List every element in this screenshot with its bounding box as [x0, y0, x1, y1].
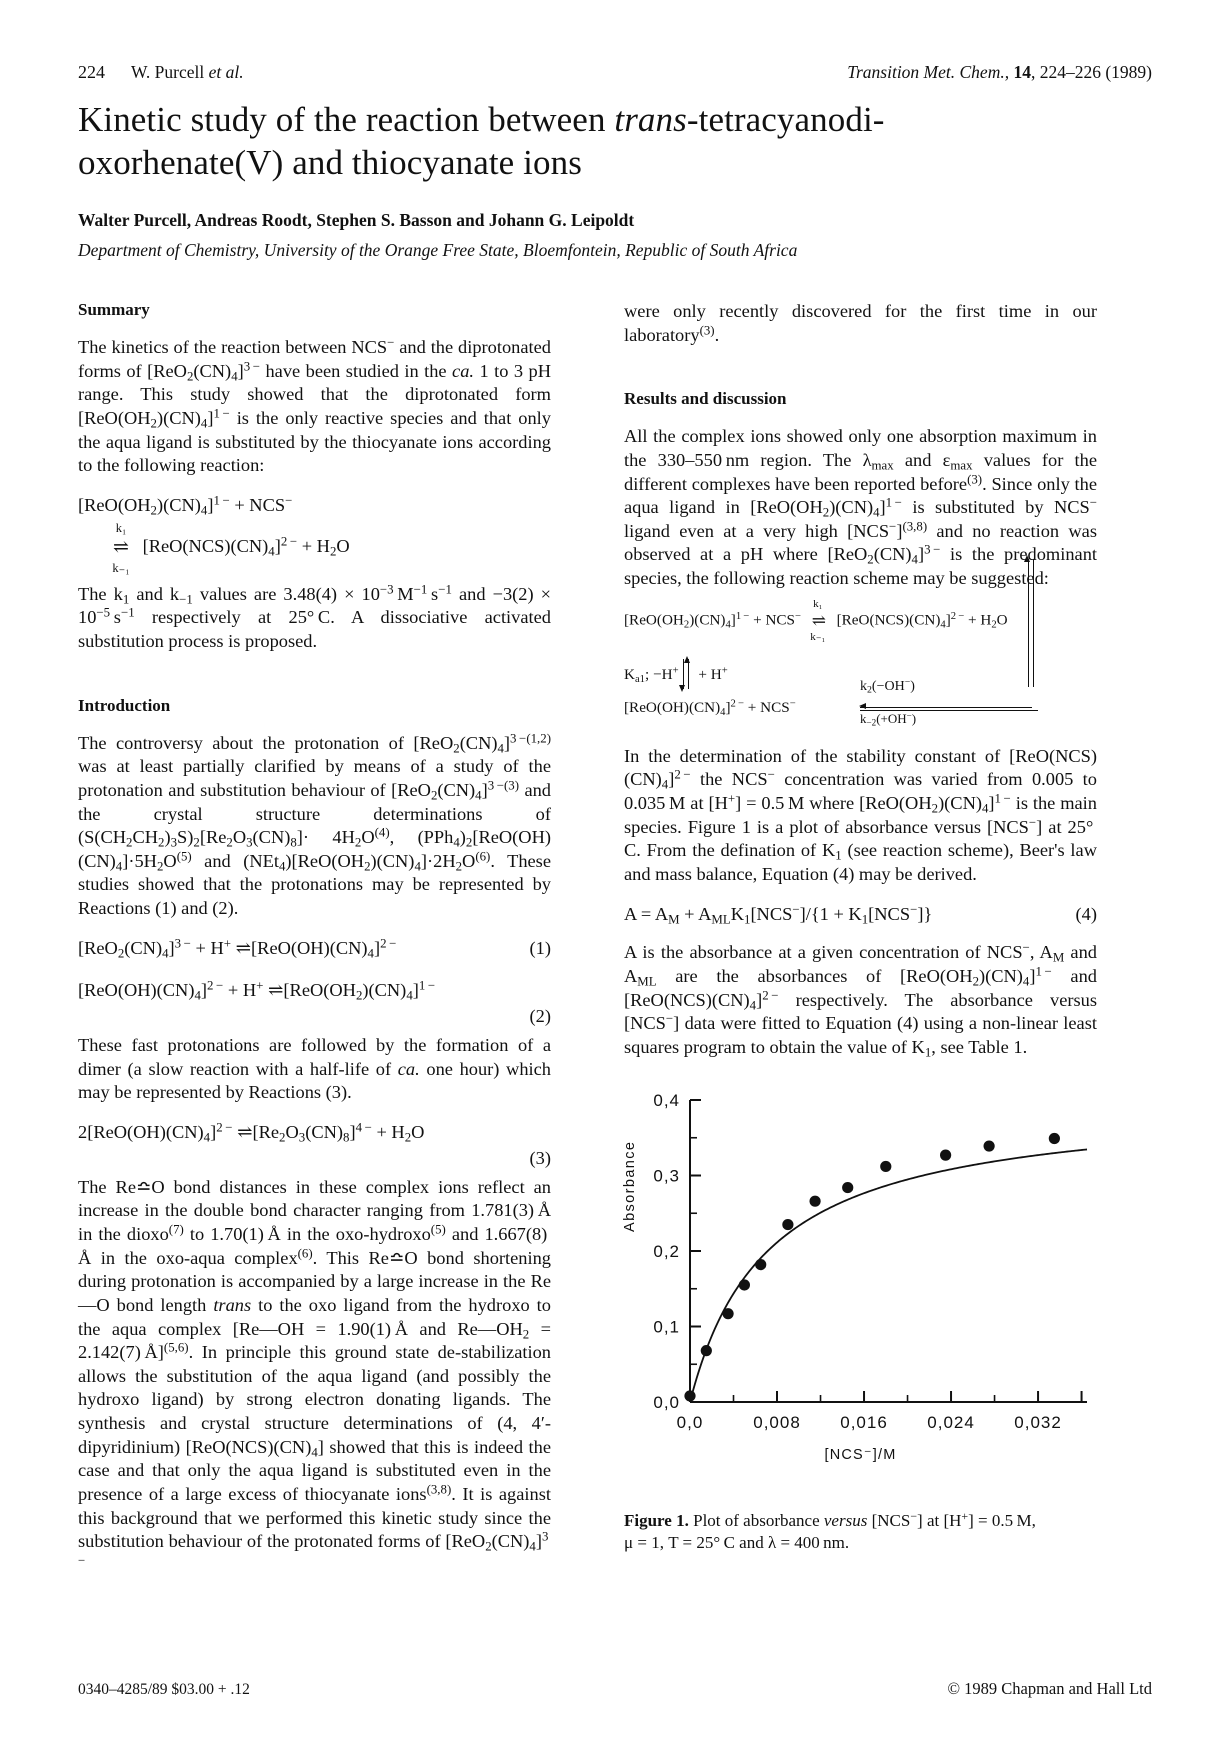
- journal-pages: , 224–226 (1989): [1030, 62, 1152, 82]
- figure-caption-versus: versus: [823, 1510, 868, 1530]
- summary-rate-values: The $k_1$ and $k_{-1}$ values are $3.48(4) \times 10^{-3}$ $M^{-1}$ $s^{-1}$ and $-3(2) \times 10^{-5}$ $s^{-1}$ respectively at 25° C. A dissociative activated substitution process is proposed.: [78, 581, 552, 651]
- running-head-author-name: W. Purcell: [131, 62, 205, 82]
- summary-heading: Summary: [78, 300, 150, 319]
- figure-caption-line2: μ = 1, T = 25° C and λ = 400 nm.: [624, 1532, 850, 1552]
- running-head-etal: et al.: [208, 62, 244, 82]
- running-head-authors: [131, 62, 244, 83]
- equation-3-number: (3): [529, 1148, 551, 1168]
- scheme-elbow-line-2: [1033, 559, 1036, 687]
- equation-2: $[ReO(OH)(CN)_4]^{2 -} + H^+$ $\rightleftharpoons[ReO(OH_2)(CN)_4]^{1 -}$ (2): [78, 977, 551, 1004]
- svg-text:0,2: 0,2: [653, 1241, 680, 1261]
- title-trans-italic: trans: [614, 100, 687, 139]
- svg-text:0,4: 0,4: [653, 1090, 680, 1110]
- page-title: [78, 99, 1152, 184]
- scheme-k1-reverse: k₋₁: [810, 630, 826, 643]
- results-heading: Results and discussion: [624, 389, 787, 409]
- y-axis-label: Absorbance: [622, 1140, 638, 1232]
- scheme-k1-forward: k₁: [813, 597, 823, 610]
- svg-text:0,024: 0,024: [927, 1412, 975, 1432]
- page-footer: [78, 1679, 1152, 1699]
- introduction-paragraph-3: The Re≏O bond distances in these complex ions reflect an increase in the double bond character ranging from 1.781(3) Å in the dioxo$^{(7)}$ to 1.70(1) Å in the oxo-hydroxo$^{(5)}$ and 1.667(8) Å in the oxo-aqua complex$^{(6)}$. This Re≏O bond shortening during protonation is accompanied by a large increase in the Re—O bond length trans to the oxo ligand from the hydroxo to the aqua complex [Re—OH = 1.90(1) Å and $Re—OH_2 = 2.142(7)$ Å]$^{(5,6)}$. In principle this ground state de-stabilization allows the substitution of the aqua ligand (and possibly the hydroxo ligand) by strong electron donating ligands. The synthesis and crystal structure determinations of (4, 4′-dipyridinium) $[ReO(NCS)(CN)_4]$ showed that this is indeed the case and that only the aqua ligand is substituted even in the presence of a large excess of thiocyanate ions$^{(3,8)}$. It is against this background that we performed this kinetic study since the substitution behaviour of the protonated forms of $[ReO_2(CN)_4]^{3 -}$: [78, 1176, 551, 1568]
- scheme-k2-arrowhead: [859, 703, 866, 709]
- vertical-equilibrium-arrow-icon: [679, 657, 695, 691]
- scheme-top-reaction: $[ReO(OH_2)(CN)_4]^{1 -} + NCS^-$ k₁ ⇌ k₋₁ $[ReO(NCS)(CN)_4]^{2 -} + H_2O$: [624, 597, 1008, 643]
- title-line2: oxorhenate(V) and thiocyanate ions: [78, 142, 582, 182]
- svg-text:0,1: 0,1: [653, 1317, 680, 1336]
- right-column: [624, 300, 1097, 1554]
- copyright-line: © 1989 Chapman and Hall Ltd: [947, 1679, 1152, 1698]
- equation-3: $2[ReO(OH)(CN)_4]^{2 -}$ $\rightleftharpoons[Re_2O_3(CN)_8]^{4 -} + H_2O$ (3): [78, 1119, 551, 1146]
- introduction-paragraph-1: The controversy about the protonation of $[ReO_2(CN)_4]^{3 -(1,2)}$ was at least partially clarified by means of a study of the protonation and substitution behaviour of $[ReO_2(CN)_4]^{3 -(3)}$ and the crystal structure determinations of $(S(CH_2CH_2)_3S)_2[Re_2O_3(CN)_8]\cdot 4H_2O^{(4)}$, $(PPh_4)_2[ReO(OH)(CN)_4]\cdot 5H_2O^{(5)}$ and $(NEt_4)[ReO(OH_2)(CN)_4]\cdot 2H_2O^{(6)}$. These studies showed that the protonations may be represented by Reactions (1) and (2).: [78, 730, 552, 919]
- figure-plot-area: [624, 1082, 1097, 1482]
- figure-caption: Figure 1. Plot of absorbance versus [NCS−] at [H+] = 0.5 M, μ = 1, T = 25° C and λ = 400 nm.: [624, 1508, 1036, 1552]
- svg-text:0,016: 0,016: [840, 1412, 888, 1432]
- figure-caption-label: Figure 1.: [624, 1510, 689, 1530]
- introduction-paragraph-2: These fast protonations are followed by the formation of a dimer (a slow reaction with a half-life of ca. one hour) which may be represented by Reactions (3).: [78, 1035, 551, 1103]
- title-line1-post: -tetracyanodi-: [686, 100, 885, 139]
- article-page: [78, 62, 1152, 1682]
- svg-text:0,008: 0,008: [753, 1412, 801, 1432]
- figure-1: [624, 1082, 1097, 1554]
- rate-constant-forward: k₁: [115, 520, 127, 535]
- svg-text:0,0: 0,0: [653, 1392, 680, 1412]
- reaction-scheme: [624, 597, 1097, 729]
- journal-citation: [847, 62, 1152, 83]
- equation-4-number: (4): [1075, 903, 1097, 924]
- equation-4: $A = A_M + A_{ML}K_1[NCS^-]/\{1 + K_1[NCS^-]\}$ (4): [624, 901, 1097, 927]
- absorbance-scatter-plot: [624, 1082, 1097, 1442]
- figure-caption-pre: Plot of absorbance: [688, 1510, 824, 1530]
- title-line1-pre: Kinetic study of the reaction between: [78, 100, 615, 139]
- svg-text:0,3: 0,3: [653, 1166, 680, 1185]
- journal-name: Transition Met. Chem.,: [847, 62, 1010, 82]
- scheme-equilibrium-arrow-1: k₁ ⇌ k₋₁: [805, 611, 833, 631]
- issn-line: 0340–4285/89 $03.00 + .12: [78, 1681, 250, 1698]
- scheme-ka-line: $K_{a1}$; −H+ + H+: [624, 657, 728, 691]
- equation-1: $[ReO_2(CN)_4]^{3 -} + H^+$ $\rightleftharpoons[ReO(OH)(CN)_4]^{2 -}$ (1): [78, 936, 551, 961]
- intro-continuation: were only recently discovered for the first time in our laboratory$^{(3)}$.: [624, 301, 1097, 345]
- page-number: 224: [78, 62, 105, 82]
- x-axis-label: [NCS⁻]/M: [824, 1446, 897, 1463]
- scheme-k2-arrows: [860, 676, 1070, 729]
- scheme-k2-line-top: [860, 707, 1032, 708]
- svg-text:0,032: 0,032: [1014, 1412, 1062, 1432]
- summary-reaction: $[ReO(OH_2)(CN)_4]^{1 -} + NCS^-$ k₁ ⇌ k₋₁ $[ReO(NCS)(CN)_4]^{2 -} + H_2O$: [78, 492, 551, 561]
- summary-paragraph: The kinetics of the reaction between NCS− and the diprotonated forms of $[ReO_2(CN)_4]^{3 -}$ have been studied in the ca. 1 to 3 pH range. This study showed that the diprotonated form $[ReO(OH_2)(CN)_4]^{1 -}$ is the only reactive species and that only the aqua ligand is substituted by the thiocyanate ions according to the following reaction:: [78, 335, 551, 476]
- affiliation: Department of Chemistry, University of the Orange Free State, Bloemfontein, Republic of South Africa: [78, 240, 798, 261]
- scheme-bottom-reaction: $[ReO(OH)(CN)_4]^{2 -} + NCS^-$: [624, 698, 796, 718]
- scheme-k2-reverse: $k_{-2}(+OH^-)$: [860, 710, 917, 728]
- running-head-left: [78, 62, 244, 83]
- results-paragraph-2: In the determination of the stability constant of $[ReO(NCS)(CN)_4]^{2 -}$ the NCS− concentration was varied from 0.005 to 0.035 M at [H+] = 0.5 M where $[ReO(OH_2)(CN)_4]^{1 -}$ is the main species. Figure 1 is a plot of absorbance versus [NCS−] at 25° C. From the defination of $K_1$ (see reaction scheme), Beer's law and mass balance, Equation (4) may be derived.: [624, 745, 1097, 884]
- scheme-k2-forward: $k_2(-OH^-)$: [860, 676, 915, 696]
- introduction-heading: Introduction: [78, 695, 171, 715]
- scheme-elbow-line-1: [1028, 559, 1031, 687]
- results-paragraph-3: A is the absorbance at a given concentration of NCS−, $A_M$ and $A_{ML}$ are the absorbances of $[ReO(OH_2)(CN)_4]^{1 -}$ and $[ReO(NCS)(CN)_4]^{2 -}$ respectively. The absorbance versus [NCS−] data were fitted to Equation (4) using a non-linear least squares program to obtain the value of $K_1$, see Table 1.: [624, 940, 1097, 1060]
- rate-constant-reverse: k₋₁: [112, 560, 130, 575]
- equation-1-number: (1): [529, 937, 551, 958]
- journal-volume: 14: [1013, 62, 1031, 82]
- running-head: [78, 62, 1152, 83]
- equation-2-number: (2): [529, 1006, 551, 1027]
- left-column: [78, 300, 551, 1592]
- equilibrium-arrow: k₁ ⇌ k₋₁: [104, 534, 138, 561]
- author-list: Walter Purcell, Andreas Roodt, Stephen S. Basson and Johann G. Leipoldt: [78, 210, 635, 231]
- svg-text:0,0: 0,0: [676, 1412, 704, 1432]
- scheme-elbow-arrowhead: [1024, 555, 1030, 562]
- results-paragraph-1: All the complex ions showed only one absorption maximum in the 330–550 nm region. The $\lambda_{max}$ and $\varepsilon_{max}$ values for the different complexes have been reported before$^{(3)}$. Since only the aqua ligand in $[ReO(OH_2)(CN)_4]^{1 -}$ is substituted by NCS− ligand even at a very high $[NCS^-]^{(3,8)}$ and no reaction was observed at a pH where $[ReO_2(CN)_4]^{3 -}$ is the predominant species, the following reaction scheme may be suggested:: [624, 426, 1097, 589]
